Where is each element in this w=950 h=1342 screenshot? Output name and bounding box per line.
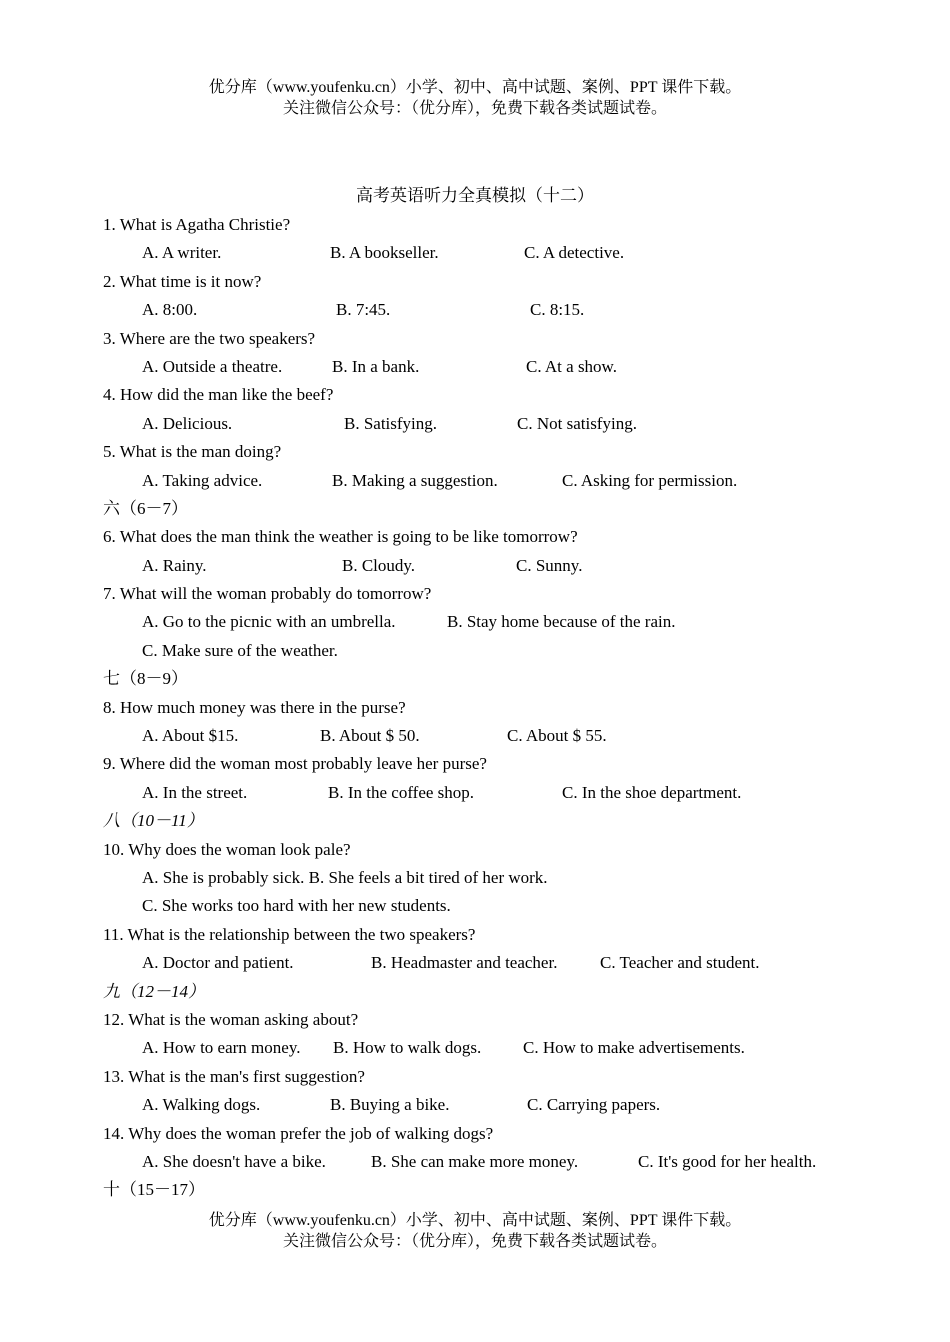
option-c: C. In the shoe department.: [562, 782, 742, 802]
question-14-options: [103, 1148, 883, 1176]
option-b: B. Satisfying.: [344, 413, 438, 433]
option-b: B. Buying a bike.: [330, 1095, 450, 1115]
option-a: A. Delicious.: [142, 413, 233, 433]
section-heading-8: 八（10－11）: [103, 811, 204, 831]
option-b: B. 7:45.: [336, 300, 391, 320]
option-b: B. Stay home because of the rain.: [447, 612, 676, 632]
page-footer: [0, 1210, 950, 1252]
option-c: C. About $ 55.: [507, 726, 607, 746]
question-7: 7. What will the woman probably do tomorrow?: [103, 584, 432, 604]
option-c: C. A detective.: [524, 243, 625, 263]
section-heading-7: 七（8－9）: [103, 669, 188, 689]
option-b: B. A bookseller.: [330, 243, 439, 263]
question-2: 2. What time is it now?: [103, 271, 262, 291]
question-10-options: [103, 864, 883, 892]
option-a: A. Taking advice.: [142, 470, 263, 490]
option-c: C. It's good for her health.: [638, 1151, 817, 1171]
option-c: C. Sunny.: [516, 555, 583, 575]
option-b: B. In the coffee shop.: [328, 782, 475, 802]
option-a: A. About $15.: [142, 726, 239, 746]
question-5: 5. What is the man doing?: [103, 442, 282, 462]
option-c: C. Teacher and student.: [600, 953, 760, 973]
option-a: A. Doctor and patient.: [142, 953, 294, 973]
option-a: A. A writer.: [142, 243, 222, 263]
option-a: A. Go to the picnic with an umbrella.: [142, 612, 396, 632]
question-3: 3. Where are the two speakers?: [103, 328, 316, 348]
page-header: [0, 77, 950, 119]
option-a-b: A. She is probably sick. B. She feels a bit tired of her work.: [142, 867, 548, 887]
question-10: 10. Why does the woman look pale?: [103, 839, 351, 859]
question-1-options: [103, 239, 883, 267]
question-8-options: [103, 722, 883, 750]
question-3-options: [103, 353, 883, 381]
option-b: B. She can make more money.: [371, 1151, 579, 1171]
option-a: A. Outside a theatre.: [142, 356, 283, 376]
option-b: B. Making a suggestion.: [332, 470, 498, 490]
section-heading-9: 九（12－14）: [103, 981, 205, 1001]
question-12-options: [103, 1034, 883, 1062]
option-c: C. 8:15.: [530, 300, 585, 320]
question-7-options-2: [103, 637, 883, 665]
option-b: B. About $ 50.: [320, 726, 420, 746]
option-a: A. Rainy.: [142, 555, 207, 575]
option-a: A. She doesn't have a bike.: [142, 1151, 326, 1171]
option-a: A. How to earn money.: [142, 1038, 301, 1058]
question-6: 6. What does the man think the weather is going to be like tomorrow?: [103, 527, 578, 547]
question-list: [103, 211, 883, 1205]
question-9-options: [103, 779, 883, 807]
section-heading-6: 六（6－7）: [103, 498, 188, 518]
option-c: C. How to make advertisements.: [523, 1038, 745, 1058]
question-7-options: [103, 608, 883, 636]
option-c: C. Asking for permission.: [562, 470, 738, 490]
option-b: B. Headmaster and teacher.: [371, 953, 558, 973]
header-line-1: 优分库（www.youfenku.cn）小学、初中、高中试题、案例、PPT 课件下载。: [208, 79, 742, 96]
option-c: C. Carrying papers.: [527, 1095, 661, 1115]
question-13-options: [103, 1091, 883, 1119]
option-a: A. 8:00.: [142, 300, 198, 320]
question-8: 8. How much money was there in the purse?: [103, 697, 406, 717]
question-11: 11. What is the relationship between the two speakers?: [103, 924, 476, 944]
option-b: B. Cloudy.: [342, 555, 416, 575]
option-c: C. She works too hard with her new students.: [142, 896, 451, 916]
option-a: A. Walking dogs.: [142, 1095, 261, 1115]
header-line-2: 关注微信公众号：（优分库），免费下载各类试题试卷。: [282, 100, 667, 117]
footer-line-2: 关注微信公众号：（优分库），免费下载各类试题试卷。: [282, 1233, 667, 1250]
question-4-options: [103, 410, 883, 438]
option-c: C. Not satisfying.: [517, 413, 637, 433]
footer-line-1: 优分库（www.youfenku.cn）小学、初中、高中试题、案例、PPT 课件下载。: [208, 1212, 742, 1229]
page-title: 高考英语听力全真模拟（十二）: [356, 186, 594, 205]
question-9: 9. Where did the woman most probably leave her purse?: [103, 754, 487, 774]
question-10-options-2: [103, 892, 883, 920]
option-a: A. In the street.: [142, 782, 248, 802]
question-14: 14. Why does the woman prefer the job of walking dogs?: [103, 1123, 494, 1143]
option-b: B. How to walk dogs.: [333, 1038, 482, 1058]
question-5-options: [103, 467, 883, 495]
option-c: C. At a show.: [526, 356, 617, 376]
question-4: 4. How did the man like the beef?: [103, 385, 334, 405]
question-11-options: [103, 949, 883, 977]
question-13: 13. What is the man's first suggestion?: [103, 1066, 365, 1086]
option-c: C. Make sure of the weather.: [142, 640, 338, 660]
question-12: 12. What is the woman asking about?: [103, 1009, 359, 1029]
option-b: B. In a bank.: [332, 356, 420, 376]
question-1: 1. What is Agatha Christie?: [103, 215, 291, 234]
section-heading-10: 十（15－17）: [103, 1180, 205, 1200]
question-6-options: [103, 552, 883, 580]
question-2-options: [103, 296, 883, 324]
